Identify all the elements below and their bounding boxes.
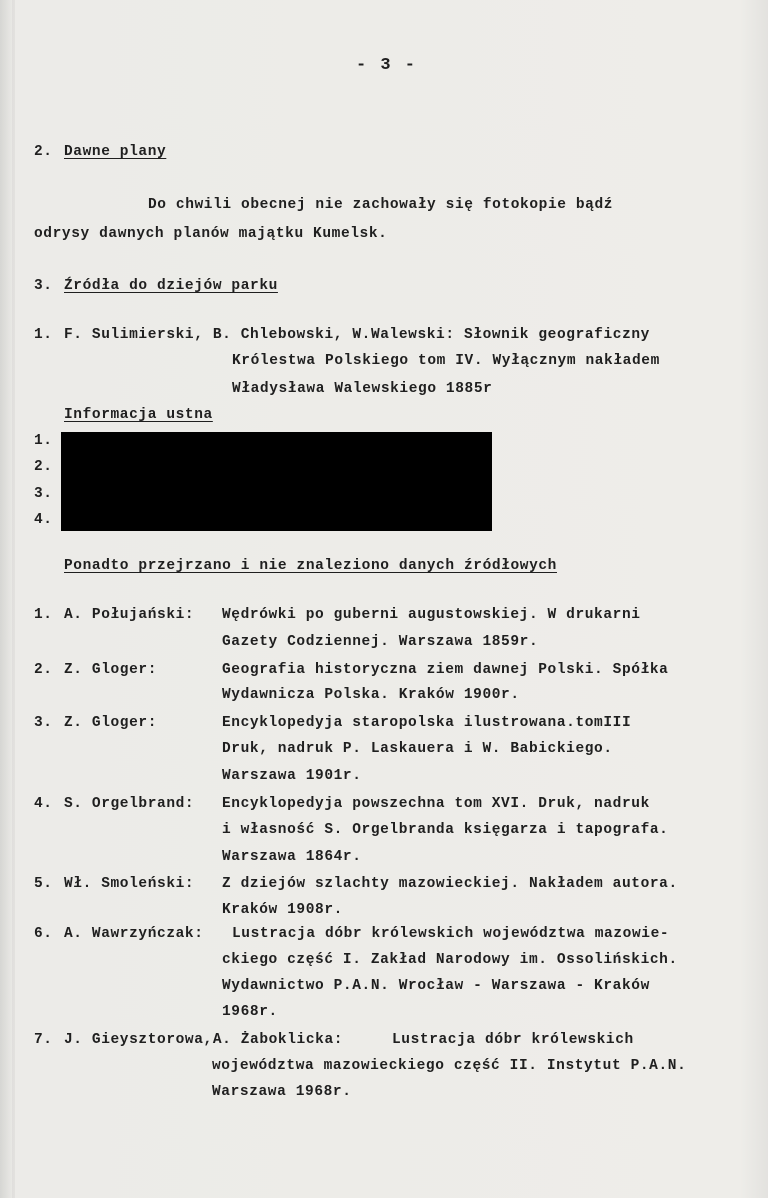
extra-item-line: ckiego część I. Zakład Narodowy im. Ossolińskich. bbox=[222, 952, 678, 968]
extra-item-line: 1968r. bbox=[222, 1004, 278, 1020]
extra-item-line: Lustracja dóbr królewskich województwa mazowie- bbox=[232, 926, 670, 942]
oral-item-number: 1. bbox=[34, 433, 53, 449]
extra-item-author: A. Wawrzyńczak: bbox=[64, 926, 204, 942]
oral-item-number: 2. bbox=[34, 459, 53, 475]
extra-item-author: Z. Gloger: bbox=[64, 662, 158, 678]
extra-item-line: Lustracja dóbr królewskich bbox=[392, 1032, 634, 1048]
oral-information-heading: Informacja ustna bbox=[64, 407, 213, 423]
extra-item-line: województwa mazowieckiego część II. Instytut P.A.N. bbox=[212, 1058, 687, 1074]
extra-item-author: A. Połujański: bbox=[64, 607, 195, 623]
source-1-line-2: Królestwa Polskiego tom IV. Wyłącznym nakładem bbox=[232, 353, 660, 369]
extra-item-line: Geografia historyczna ziem dawnej Polski. Spółka bbox=[222, 662, 669, 678]
page-edge-shadow bbox=[12, 0, 15, 1198]
oral-item-number: 3. bbox=[34, 486, 53, 502]
redaction-box bbox=[61, 432, 492, 531]
extra-item-line: Z dziejów szlachty mazowieckiej. Nakładem autora. bbox=[222, 876, 678, 892]
extra-item-number: 7. bbox=[34, 1032, 53, 1048]
section-2-number: 2. bbox=[34, 144, 53, 160]
extra-item-author: Wł. Smoleński: bbox=[64, 876, 195, 892]
extra-item-number: 5. bbox=[34, 876, 53, 892]
extra-item-author: Z. Gloger: bbox=[64, 715, 158, 731]
extra-item-author: J. Gieysztorowa,A. Żaboklicka: bbox=[64, 1032, 344, 1048]
extra-item-line: Warszawa 1968r. bbox=[212, 1084, 352, 1100]
source-1-number: 1. bbox=[34, 327, 53, 343]
extra-item-line: Wydawnictwo P.A.N. Wrocław - Warszawa - Kraków bbox=[222, 978, 650, 994]
extra-item-line: Wydawnicza Polska. Kraków 1900r. bbox=[222, 687, 520, 703]
extra-item-line: Gazety Codziennej. Warszawa 1859r. bbox=[222, 634, 539, 650]
extra-item-line: Warszawa 1864r. bbox=[222, 849, 362, 865]
section-2-heading: Dawne plany bbox=[64, 144, 167, 160]
extra-item-number: 2. bbox=[34, 662, 53, 678]
extra-item-line: Wędrówki po guberni augustowskiej. W drukarni bbox=[222, 607, 641, 623]
extra-item-line: Warszawa 1901r. bbox=[222, 768, 362, 784]
extra-item-line: Kraków 1908r. bbox=[222, 902, 343, 918]
extra-item-number: 3. bbox=[34, 715, 53, 731]
section-2-paragraph-line-2: odrysy dawnych planów majątku Kumelsk. bbox=[34, 226, 388, 242]
extra-item-number: 6. bbox=[34, 926, 53, 942]
section-2-paragraph-line-1: Do chwili obecnej nie zachowały się fotokopie bądź bbox=[148, 197, 614, 213]
source-1-line-1: F. Sulimierski, B. Chlebowski, W.Walewski: Słownik geograficzny bbox=[64, 327, 650, 343]
extra-item-author: S. Orgelbrand: bbox=[64, 796, 195, 812]
extra-sources-heading: Ponadto przejrzano i nie znaleziono danych źródłowych bbox=[64, 558, 557, 574]
extra-item-line: i własność S. Orgelbranda księgarza i tapografa. bbox=[222, 822, 669, 838]
extra-item-line: Encyklopedyja powszechna tom XVI. Druk, nadruk bbox=[222, 796, 650, 812]
extra-item-number: 1. bbox=[34, 607, 53, 623]
source-1-line-3: Władysława Walewskiego 1885r bbox=[232, 381, 493, 397]
page-number: - 3 - bbox=[356, 56, 418, 75]
section-3-heading: Źródła do dziejów parku bbox=[64, 278, 278, 294]
oral-item-number: 4. bbox=[34, 512, 53, 528]
extra-item-number: 4. bbox=[34, 796, 53, 812]
extra-item-line: Druk, nadruk P. Laskauera i W. Babickiego. bbox=[222, 741, 613, 757]
section-3-number: 3. bbox=[34, 278, 53, 294]
extra-item-line: Encyklopedyja staropolska ilustrowana.tomIII bbox=[222, 715, 632, 731]
